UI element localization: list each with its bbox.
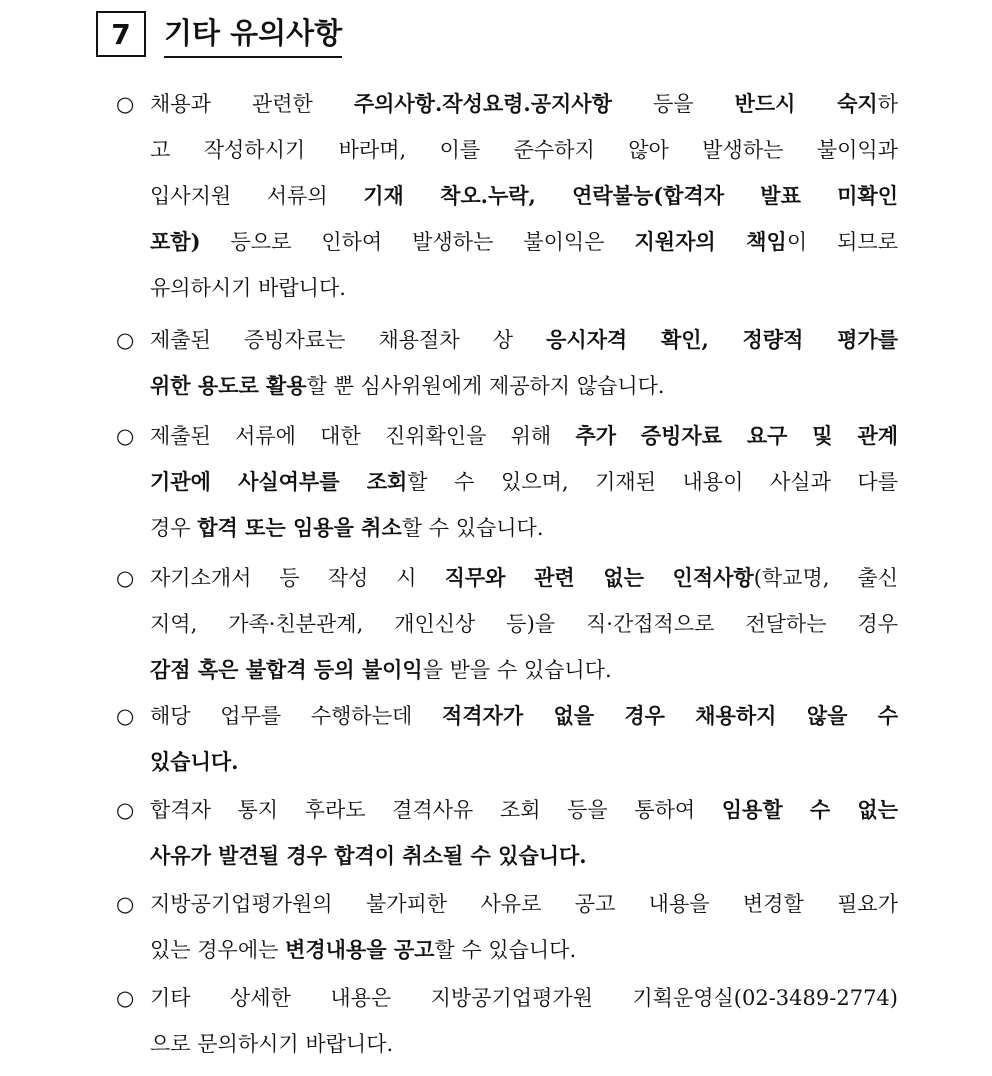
text-segment: 채용과 관련한	[150, 92, 354, 116]
text-segment: 하	[877, 92, 898, 116]
text-line	[150, 693, 898, 739]
text-segment: 등을	[611, 92, 735, 116]
text-line	[150, 881, 898, 927]
emphasized-text: 적격자가 없을 경우 채용하지 않을 수	[441, 703, 898, 728]
text-segment: 유의하시기 바랍니다.	[150, 276, 346, 300]
notice-item	[116, 317, 898, 409]
text-line	[150, 787, 898, 833]
text-segment: 제출된 서류에 대한 진위확인을 위해	[150, 424, 576, 448]
text-segment: 해당 업무를 수행하는데	[150, 704, 442, 728]
text-line	[150, 459, 898, 505]
text-line	[150, 927, 898, 973]
circle-bullet-icon: ○	[116, 892, 135, 916]
text-segment: 등으로 인하여 발생하는 불이익은	[200, 230, 635, 254]
circle-bullet-icon: ○	[116, 566, 135, 590]
notice-item	[116, 693, 898, 785]
text-segment: 이 되므로	[786, 230, 898, 254]
text-segment: 지방공기업평가원의 불가피한 사유로 공고 내용을 변경할 필요가	[150, 892, 898, 916]
emphasized-text: 합격 또는 임용을 취소	[197, 515, 402, 540]
text-line	[150, 739, 898, 785]
notice-item	[116, 81, 898, 311]
emphasized-text: 지원자의 책임	[634, 229, 787, 254]
text-line	[150, 363, 898, 409]
text-line	[150, 833, 898, 879]
emphasized-text: 포함)	[150, 229, 201, 254]
emphasized-text: 감점 혹은 불합격 등의 불이익	[150, 657, 423, 682]
text-segment: 할 수 있으며, 기재된 내용이 사실과 다를	[407, 470, 899, 494]
emphasized-text: 추가 증빙자료 요구 및 관계	[575, 423, 899, 448]
text-line	[150, 647, 898, 693]
text-line	[150, 555, 898, 601]
text-segment: 제출된 증빙자료는 채용절차 상	[150, 328, 547, 352]
text-line	[150, 81, 898, 127]
text-segment: 할 수 있습니다.	[401, 516, 544, 540]
notice-text	[150, 413, 898, 551]
circle-bullet-icon: ○	[116, 328, 135, 352]
notice-text	[150, 81, 898, 311]
text-segment: (학교명, 출신	[753, 566, 898, 590]
text-segment: 자기소개서 등 작성 시	[150, 566, 445, 590]
section-title: 기타 유의사항	[164, 14, 342, 58]
text-line	[150, 317, 898, 363]
circle-bullet-icon: ○	[116, 986, 135, 1010]
emphasized-text: 기관에 사실여부를 조회	[150, 469, 408, 494]
text-line	[150, 505, 898, 551]
text-segment: 경우	[150, 516, 198, 540]
text-segment: 할 수 있습니다.	[434, 938, 577, 962]
emphasized-text: 있습니다.	[150, 749, 239, 774]
text-segment: 고 작성하시기 바라며, 이를 준수하지 않아 발생하는 불이익과	[150, 138, 898, 162]
text-line	[150, 601, 898, 647]
emphasized-text: 반드시 숙지	[734, 91, 878, 116]
text-segment: 할 뿐 심사위원에게 제공하지 않습니다.	[306, 374, 665, 398]
notice-item	[116, 413, 898, 551]
emphasized-text: 직무와 관련 없는 인적사항	[444, 565, 754, 590]
notice-item	[116, 881, 898, 973]
text-segment: 기타 상세한 내용은 지방공기업평가원 기획운영실(02-3489-2774)	[150, 986, 898, 1010]
section-number-box: 7	[96, 11, 146, 57]
notice-text	[150, 787, 898, 879]
emphasized-text: 임용할 수 없는	[721, 797, 898, 822]
notice-item	[116, 975, 898, 1067]
emphasized-text: 사유가 발견될 경우 합격이 취소될 수 있습니다.	[150, 843, 587, 868]
notice-text	[150, 975, 898, 1067]
notice-item	[116, 787, 898, 879]
circle-bullet-icon: ○	[116, 704, 135, 728]
text-line	[150, 975, 898, 1021]
emphasized-text: 주의사항.작성요령.공지사항	[353, 91, 612, 116]
text-line	[150, 1021, 898, 1067]
notice-text	[150, 317, 898, 409]
text-line	[150, 173, 898, 219]
text-segment: 있는 경우에는	[150, 938, 286, 962]
circle-bullet-icon: ○	[116, 92, 135, 116]
emphasized-text: 응시자격 확인, 정량적 평가를	[546, 327, 898, 352]
text-line	[150, 219, 898, 265]
notice-item	[116, 555, 898, 693]
text-segment: 을 받을 수 있습니다.	[422, 658, 612, 682]
notice-text	[150, 881, 898, 973]
circle-bullet-icon: ○	[116, 424, 135, 448]
emphasized-text: 기재 착오.누락, 연락불능(합격자 발표 미확인	[363, 183, 898, 208]
text-segment: 입사지원 서류의	[150, 184, 364, 208]
notice-text	[150, 555, 898, 693]
circle-bullet-icon: ○	[116, 798, 135, 822]
text-segment: 으로 문의하시기 바랍니다.	[150, 1032, 394, 1056]
text-segment: 지역, 가족·친분관계, 개인신상 등)을 직·간접적으로 전달하는 경우	[150, 612, 898, 636]
text-line	[150, 127, 898, 173]
text-line	[150, 265, 898, 311]
text-line	[150, 413, 898, 459]
emphasized-text: 위한 용도로 활용	[150, 373, 307, 398]
notice-text	[150, 693, 898, 785]
emphasized-text: 변경내용을 공고	[285, 937, 435, 962]
text-segment: 합격자 통지 후라도 결격사유 조회 등을 통하여	[150, 798, 722, 822]
